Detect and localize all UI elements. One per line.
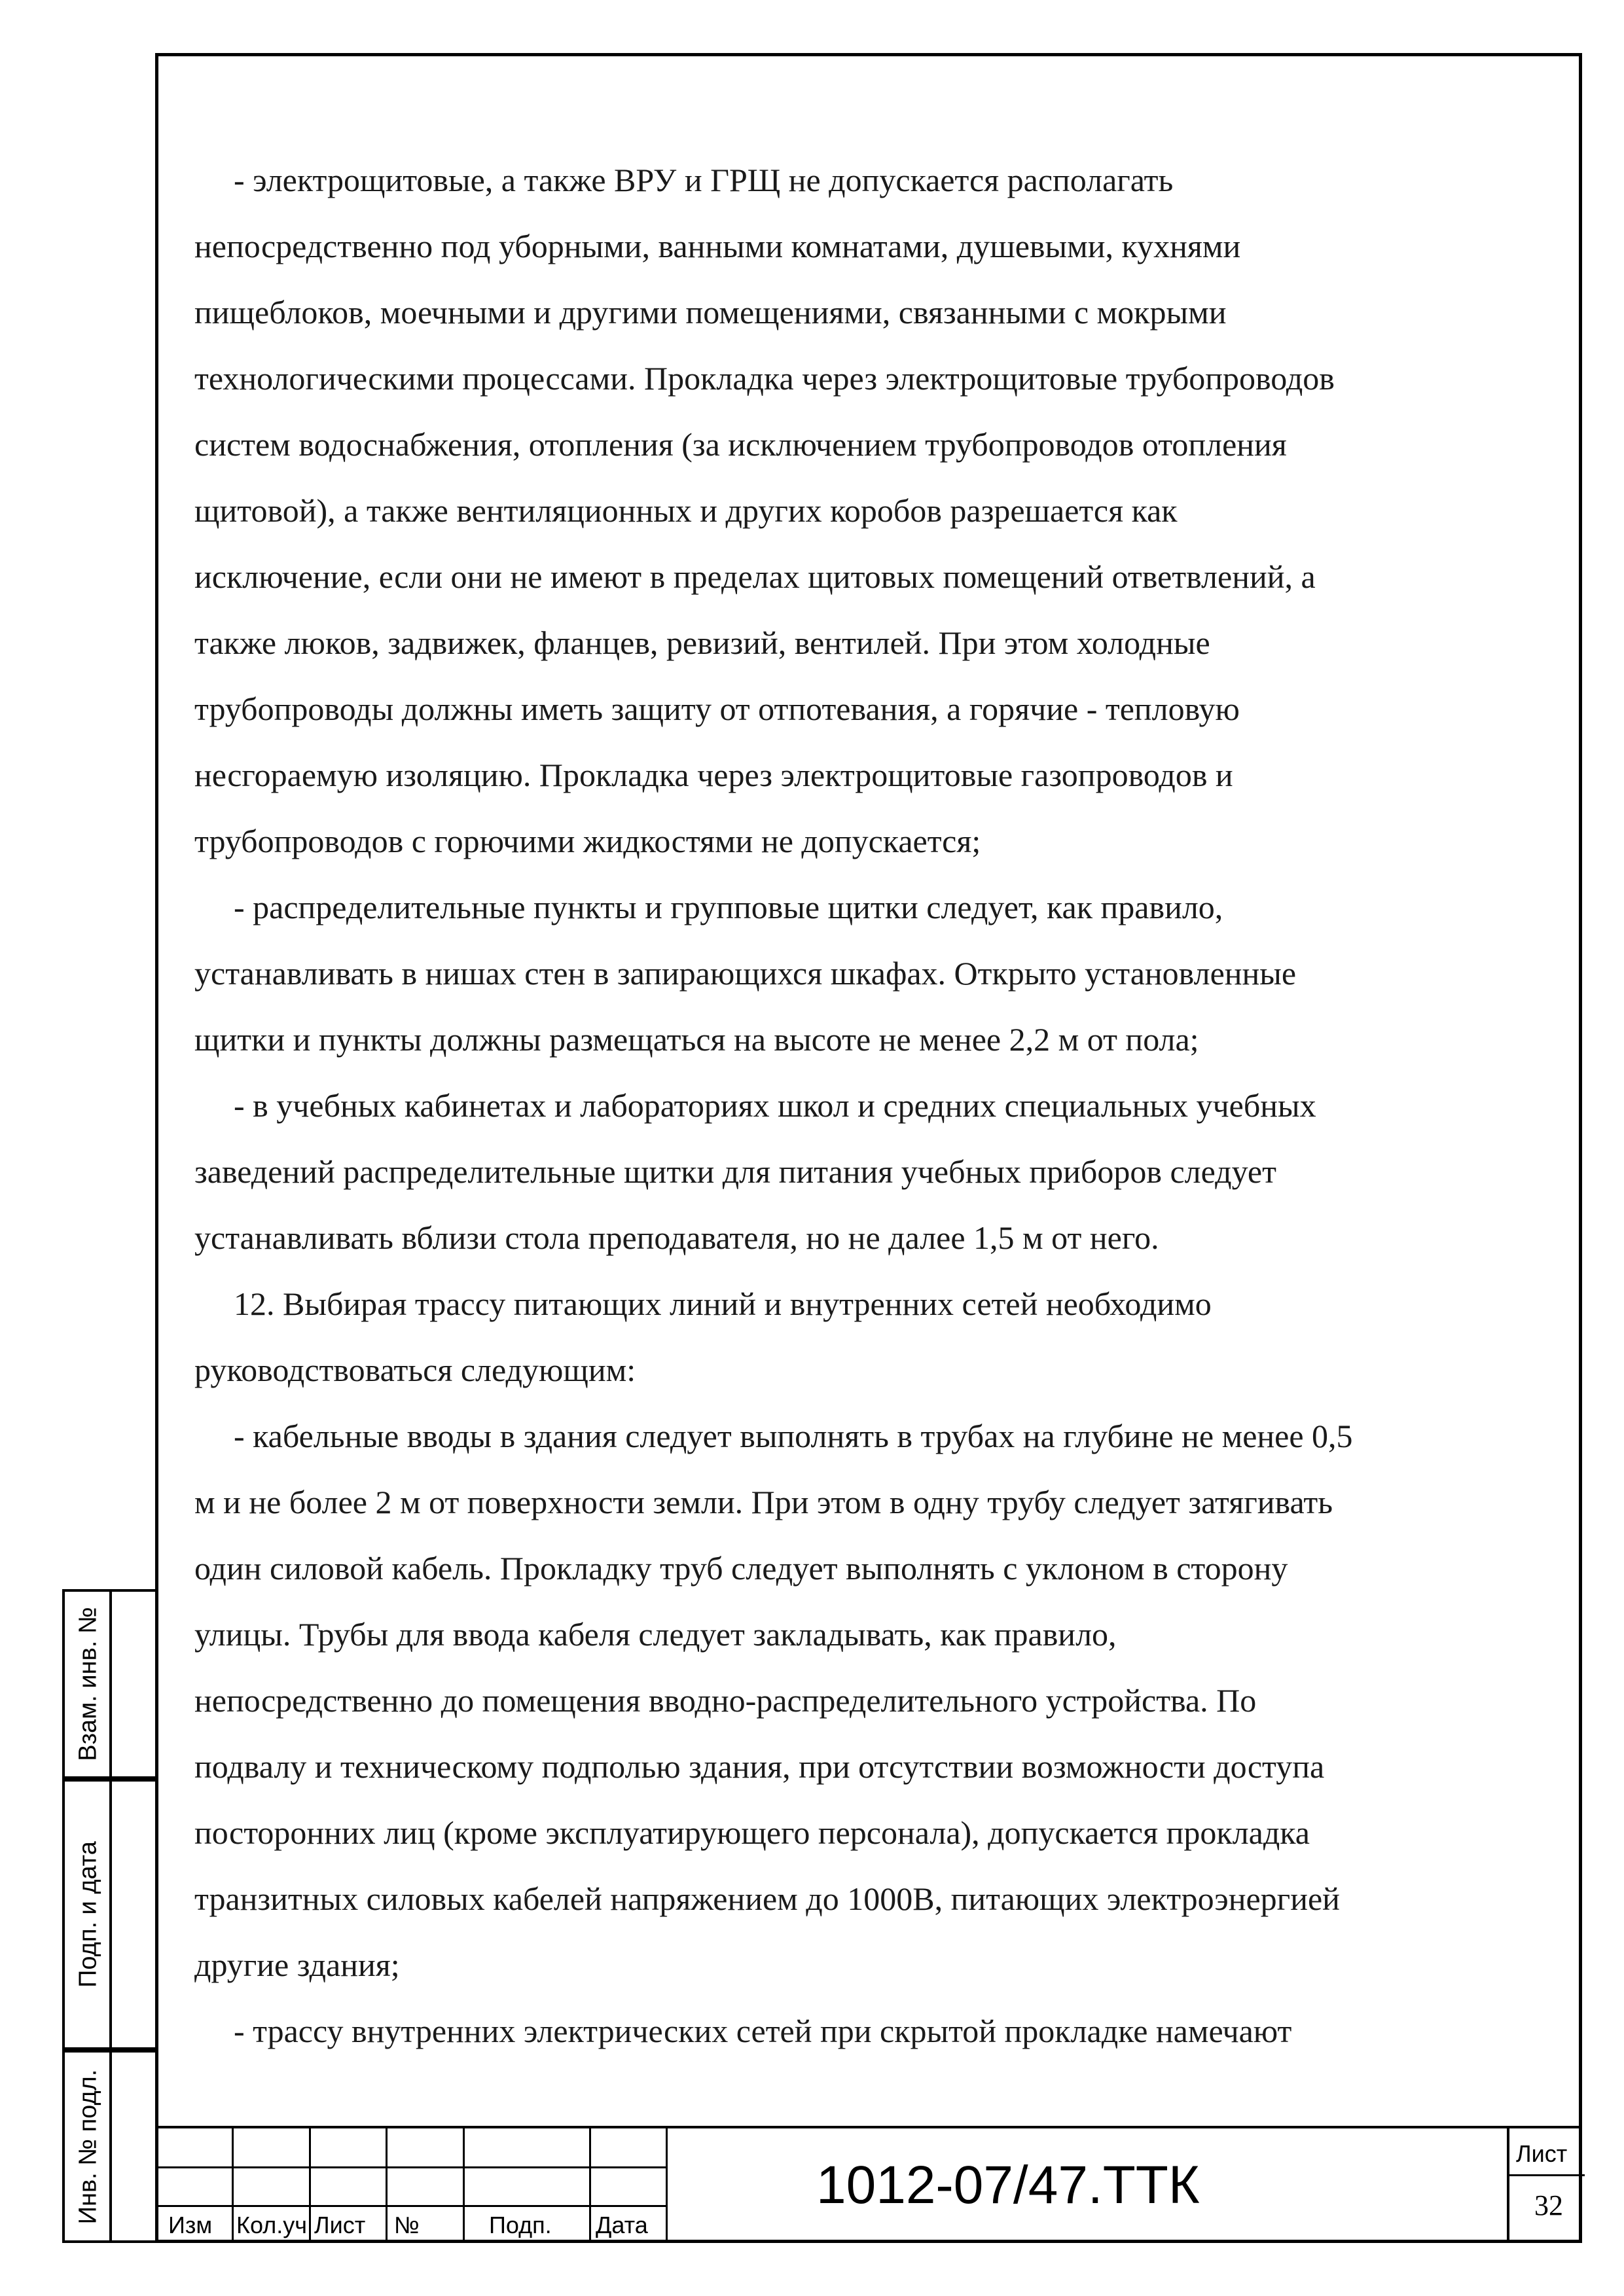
text-line: транзитных силовых кабелей напряжением до 1000В, питающих электроэнергией [194, 1880, 1340, 1917]
text-line: трубопроводы должны иметь защиту от отпотевания, а горячие - тепловую [194, 691, 1240, 727]
text-line: также люков, задвижек, фланцев, ревизий, вентилей. При этом холодные [194, 624, 1210, 661]
header-date: Дата [596, 2212, 648, 2238]
paragraph [194, 1403, 1562, 1998]
text-line: - электрощитовые, а также ВРУ и ГРЩ не допускается располагать [234, 162, 1174, 198]
header-number: № [394, 2212, 420, 2238]
header-kol-uch: Кол.уч [236, 2212, 307, 2238]
text-line: один силовой кабель. Прокладку труб следует выполнять с уклоном в сторону [194, 1550, 1288, 1587]
text-line: щитовой), а также вентиляционных и других коробов разрешается как [194, 492, 1178, 529]
replace-inv-block [62, 1589, 155, 1779]
text-line: исключение, если они не имеют в пределах щитовых помещений ответвлений, а [194, 558, 1316, 595]
text-line: систем водоснабжения, отопления (за исключением трубопроводов отопления [194, 426, 1287, 463]
text-line: трубопроводов с горючими жидкостями не допускается; [194, 823, 981, 859]
text-line: подвалу и техническому подполью здания, при отсутствии возможности доступа [194, 1748, 1325, 1785]
paragraph [194, 1998, 1562, 2064]
paragraph [194, 1271, 1562, 1403]
text-line: посторонних лиц (кроме эксплуатирующего персонала), допускается прокладка [194, 1814, 1310, 1851]
paragraph [194, 1073, 1562, 1271]
document-code: 1012-07/47.ТТК [816, 2155, 1200, 2215]
text-line: заведений распределительные щитки для питания учебных приборов следует [194, 1153, 1276, 1190]
text-line: 12. Выбирая трассу питающих линий и внутренних сетей необходимо [234, 1285, 1212, 1322]
text-line: непосредственно до помещения вводно-распределительного устройства. По [194, 1682, 1257, 1719]
inv-orig-label: Инв. № подл. [74, 2069, 102, 2224]
text-line: - распределительные пункты и групповые щитки следует, как правило, [234, 889, 1223, 925]
text-line: - кабельные вводы в здания следует выполнять в трубах на глубине не менее 0,5 [234, 1418, 1353, 1454]
text-line: щитки и пункты должны размещаться на высоте не менее 2,2 м от пола; [194, 1021, 1199, 1058]
document-body [194, 147, 1562, 2064]
text-line: улицы. Трубы для ввода кабеля следует закладывать, как правило, [194, 1616, 1117, 1653]
header-izm: Изм [168, 2212, 213, 2238]
revision-grid [155, 2128, 666, 2243]
text-line: непосредственно под уборными, ванными комнатами, душевыми, кухнями [194, 228, 1241, 264]
replace-inv-label: Взам. инв. № [74, 1607, 102, 1761]
text-line: руководствоваться следующим: [194, 1352, 636, 1388]
sheet-label: Лист [1516, 2140, 1568, 2167]
header-sign: Подп. [489, 2212, 552, 2238]
text-line: устанавливать вблизи стола преподавателя, но не далее 1,5 м от него. [194, 1219, 1159, 1256]
text-line: - в учебных кабинетах и лабораториях школ и средних специальных учебных [234, 1087, 1316, 1124]
text-line: м и не более 2 м от поверхности земли. При этом в одну трубу следует затягивать [194, 1484, 1333, 1520]
text-line: - трассу внутренних электрических сетей при скрытой прокладке намечают [234, 2013, 1292, 2049]
inv-orig-block [62, 2050, 155, 2243]
sign-date-label: Подп. и дата [74, 1841, 102, 1988]
text-line: технологическими процессами. Прокладка через электрощитовые трубопроводов [194, 360, 1335, 397]
sheet-box [1507, 2128, 1582, 2243]
sheet-number: 32 [1534, 2189, 1563, 2221]
text-line: несгораемую изоляцию. Прокладка через электрощитовые газопроводов и [194, 757, 1233, 793]
title-block [155, 2126, 1582, 2243]
text-line: устанавливать в нишах стен в запирающихся шкафах. Открыто установленные [194, 955, 1297, 992]
paragraph [194, 147, 1562, 874]
sign-date-block [62, 1779, 155, 2050]
text-line: другие здания; [194, 1946, 400, 1983]
paragraph [194, 874, 1562, 1073]
header-list: Лист [314, 2212, 366, 2238]
text-line: пищеблоков, моечными и другими помещениями, связанными с мокрыми [194, 294, 1227, 331]
